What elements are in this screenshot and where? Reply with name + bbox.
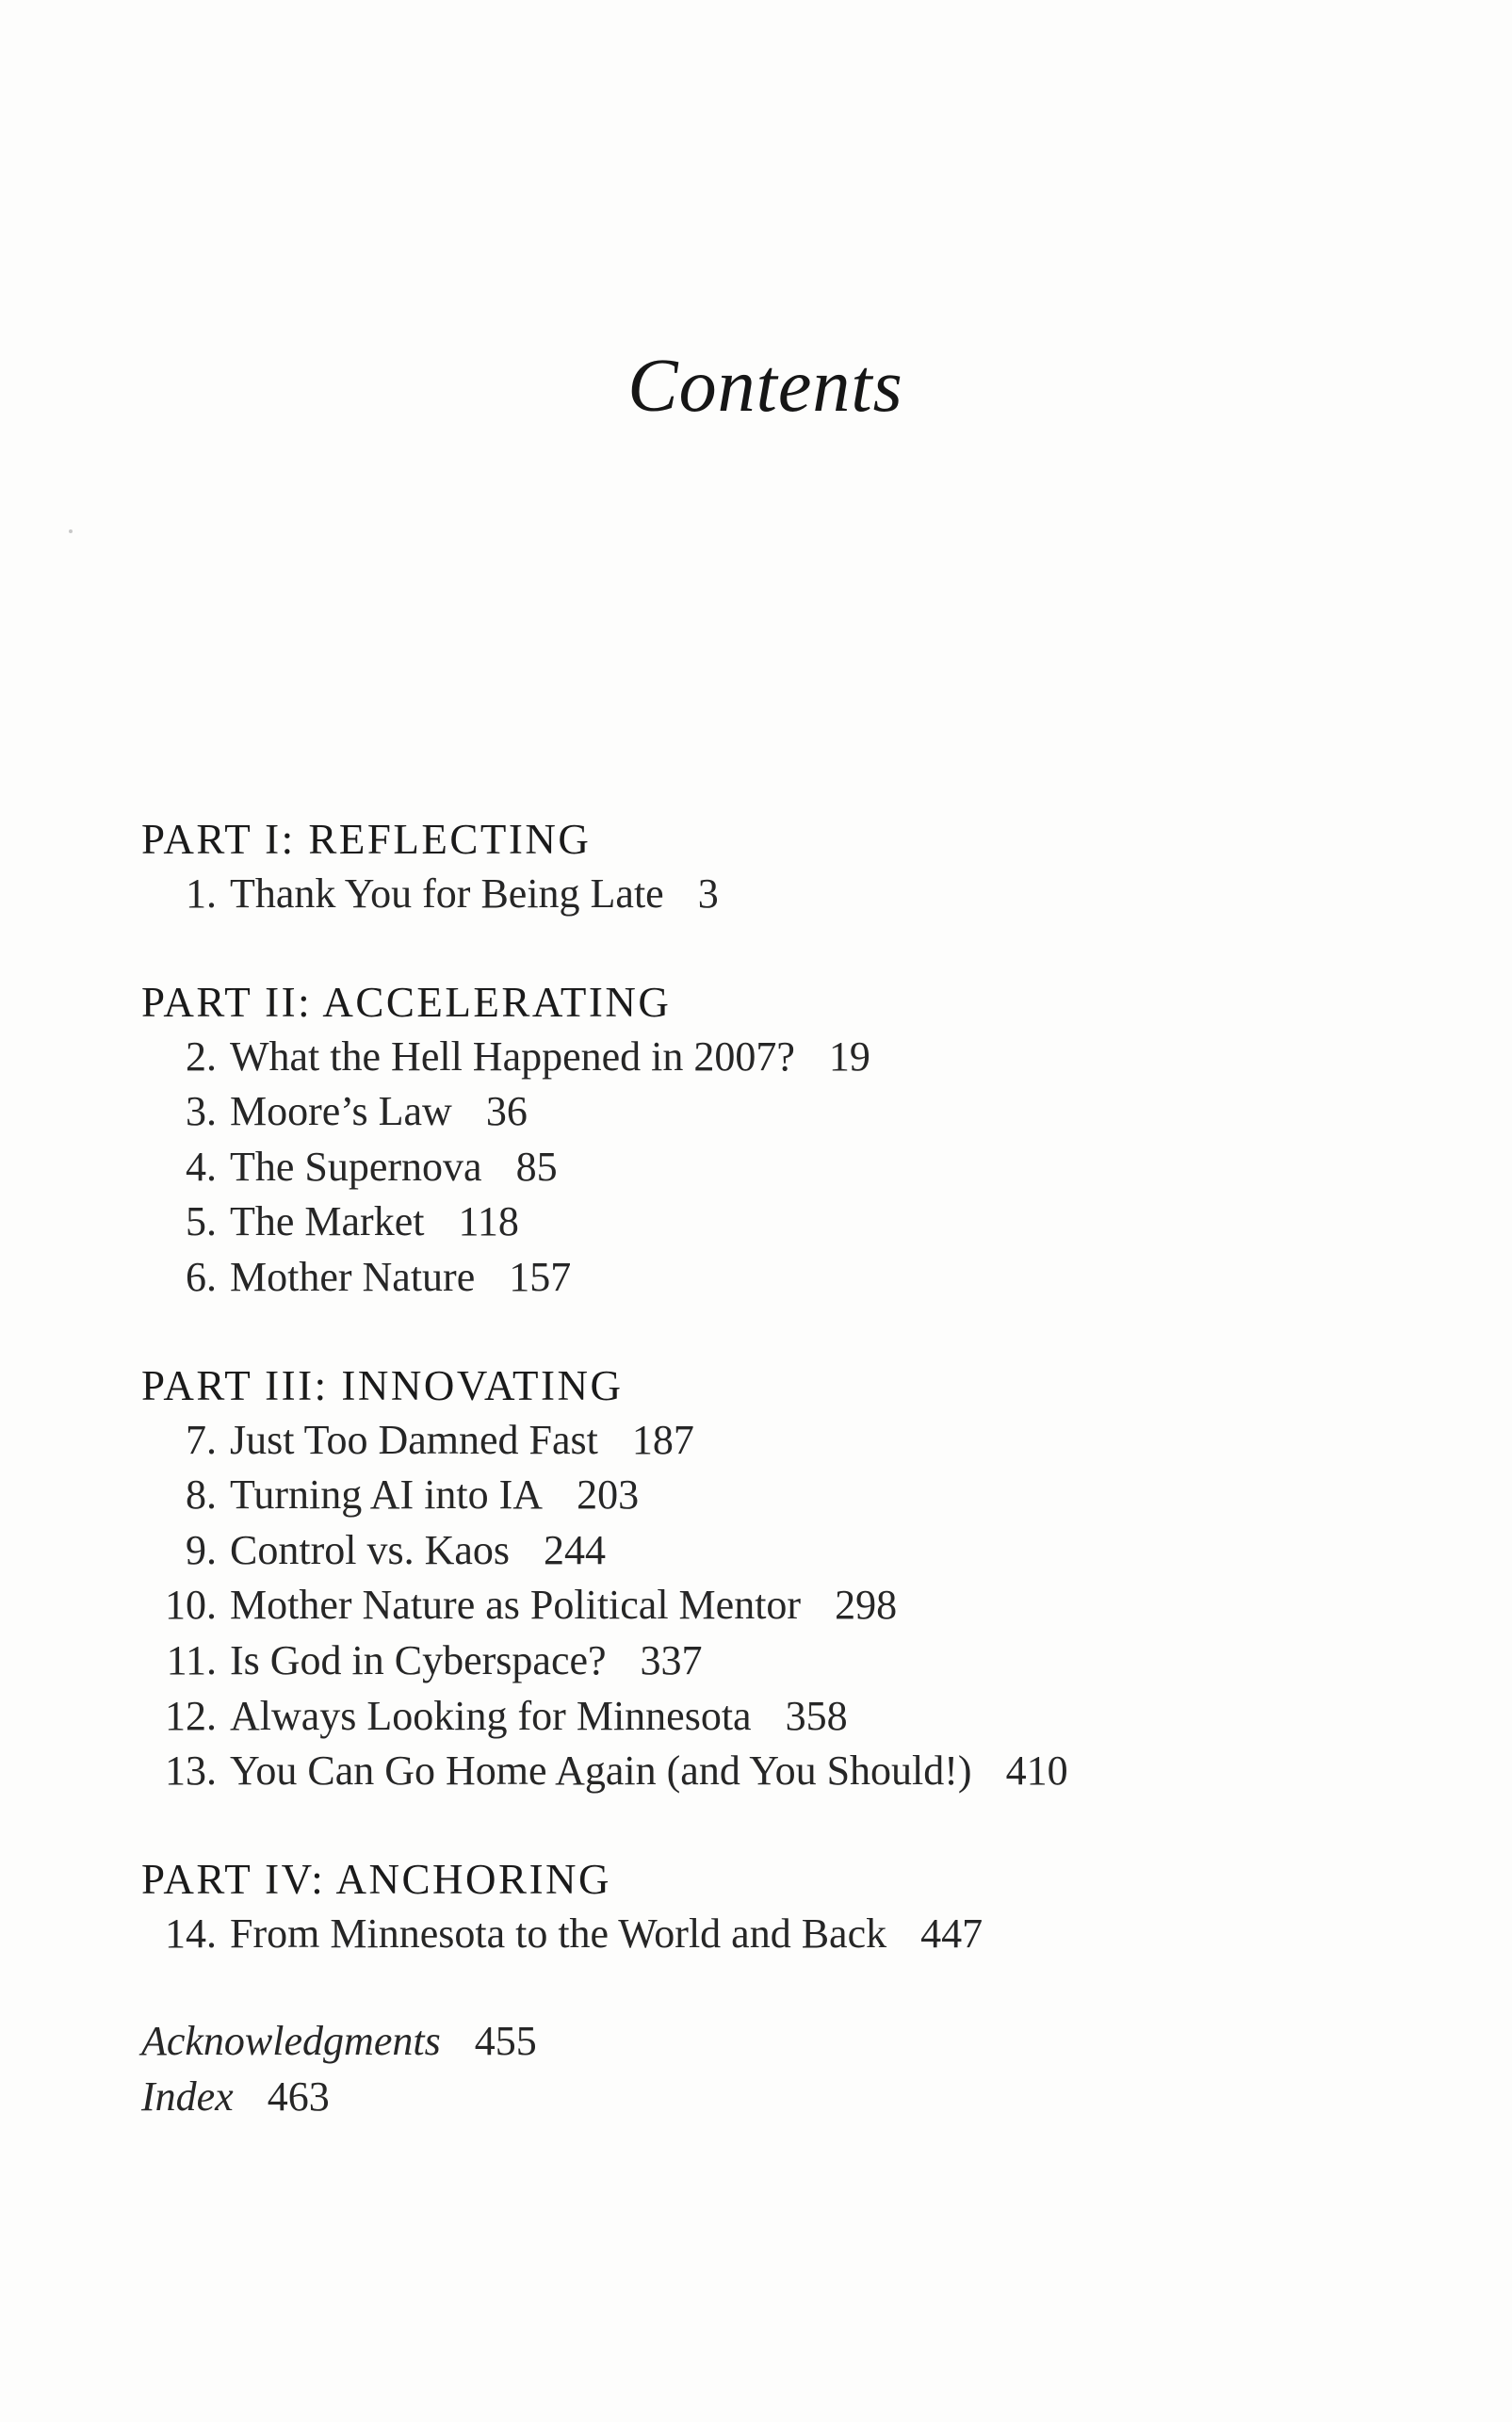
chapter-title: Just Too Damned Fast bbox=[230, 1416, 598, 1463]
back-matter-entry bbox=[141, 2070, 1366, 2125]
chapter-title: The Market bbox=[230, 1198, 425, 1245]
chapter-number: 13. bbox=[165, 1747, 217, 1795]
part-1 bbox=[141, 812, 1366, 922]
toc-entry bbox=[141, 1084, 1366, 1140]
toc-entry bbox=[141, 1689, 1366, 1745]
toc-entry bbox=[141, 1523, 1366, 1579]
part-heading: PART III: INNOVATING bbox=[141, 1361, 624, 1409]
toc-entry bbox=[141, 1250, 1366, 1306]
page-number: 410 bbox=[1005, 1747, 1068, 1795]
chapter-number: 7. bbox=[186, 1416, 217, 1463]
chapter-title: Mother Nature bbox=[230, 1253, 476, 1300]
chapter-title: Moore’s Law bbox=[230, 1088, 452, 1135]
chapter-number: 4. bbox=[186, 1143, 217, 1190]
toc-entry bbox=[141, 1468, 1366, 1523]
page-number: 463 bbox=[267, 2073, 330, 2120]
chapter-title: Always Looking for Minnesota bbox=[230, 1692, 752, 1739]
page-number: 447 bbox=[920, 1910, 984, 1957]
chapter-number: 10. bbox=[165, 1582, 217, 1629]
page-number: 187 bbox=[631, 1416, 694, 1463]
toc-entry bbox=[141, 1907, 1366, 1962]
chapter-title: Control vs. Kaos bbox=[230, 1526, 510, 1573]
chapter-number: 5. bbox=[186, 1198, 217, 1245]
chapter-number: 6. bbox=[186, 1253, 217, 1300]
back-matter-title: Acknowledgments bbox=[141, 2018, 441, 2065]
part-heading: PART IV: ANCHORING bbox=[141, 1855, 612, 1903]
page-number: 118 bbox=[458, 1198, 519, 1245]
toc-entry bbox=[141, 1634, 1366, 1689]
part-4 bbox=[141, 1852, 1366, 1962]
toc-entry bbox=[141, 1195, 1366, 1250]
chapter-title: You Can Go Home Again (and You Should!) bbox=[230, 1747, 972, 1795]
page-number: 36 bbox=[485, 1088, 528, 1135]
chapter-title: Turning AI into IA bbox=[230, 1471, 544, 1519]
table-of-contents bbox=[141, 812, 1366, 2125]
back-matter-title: Index bbox=[141, 2073, 234, 2120]
toc-entry bbox=[141, 1578, 1366, 1634]
page-number: 358 bbox=[785, 1692, 848, 1739]
page-number: 85 bbox=[515, 1143, 558, 1190]
page-number: 203 bbox=[577, 1471, 640, 1519]
toc-entry bbox=[141, 1030, 1366, 1085]
page-number: 19 bbox=[828, 1032, 870, 1080]
toc-entry bbox=[141, 867, 1366, 922]
back-matter-entry bbox=[141, 2014, 1366, 2070]
part-3 bbox=[141, 1358, 1366, 1799]
page-number: 298 bbox=[835, 1582, 898, 1629]
page-number: 337 bbox=[640, 1636, 703, 1683]
part-heading: PART II: ACCELERATING bbox=[141, 978, 672, 1026]
chapter-number: 2. bbox=[186, 1032, 217, 1080]
chapter-title: Mother Nature as Political Mentor bbox=[230, 1582, 802, 1629]
page-number: 3 bbox=[697, 870, 719, 917]
part-heading: PART I: REFLECTING bbox=[141, 816, 592, 863]
back-matter bbox=[141, 2014, 1366, 2124]
chapter-title: From Minnesota to the World and Back bbox=[230, 1910, 887, 1957]
toc-entry bbox=[141, 1413, 1366, 1469]
toc-entry bbox=[141, 1140, 1366, 1195]
chapter-number: 3. bbox=[186, 1088, 217, 1135]
page-number: 455 bbox=[474, 2018, 537, 2065]
chapter-title: Thank You for Being Late bbox=[230, 870, 664, 917]
chapter-title: What the Hell Happened in 2007? bbox=[230, 1032, 795, 1080]
chapter-title: The Supernova bbox=[230, 1143, 482, 1190]
scan-speck bbox=[69, 529, 73, 533]
chapter-number: 1. bbox=[186, 870, 217, 917]
chapter-number: 9. bbox=[186, 1526, 217, 1573]
chapter-number: 12. bbox=[165, 1692, 217, 1739]
chapter-title: Is God in Cyberspace? bbox=[230, 1636, 607, 1683]
page-number: 157 bbox=[509, 1253, 572, 1300]
page-number: 244 bbox=[544, 1526, 606, 1573]
toc-entry bbox=[141, 1744, 1366, 1799]
chapter-number: 14. bbox=[165, 1910, 217, 1957]
chapter-number: 8. bbox=[186, 1471, 217, 1519]
chapter-number: 11. bbox=[166, 1636, 217, 1683]
page-title: Contents bbox=[627, 345, 903, 428]
part-2 bbox=[141, 975, 1366, 1306]
